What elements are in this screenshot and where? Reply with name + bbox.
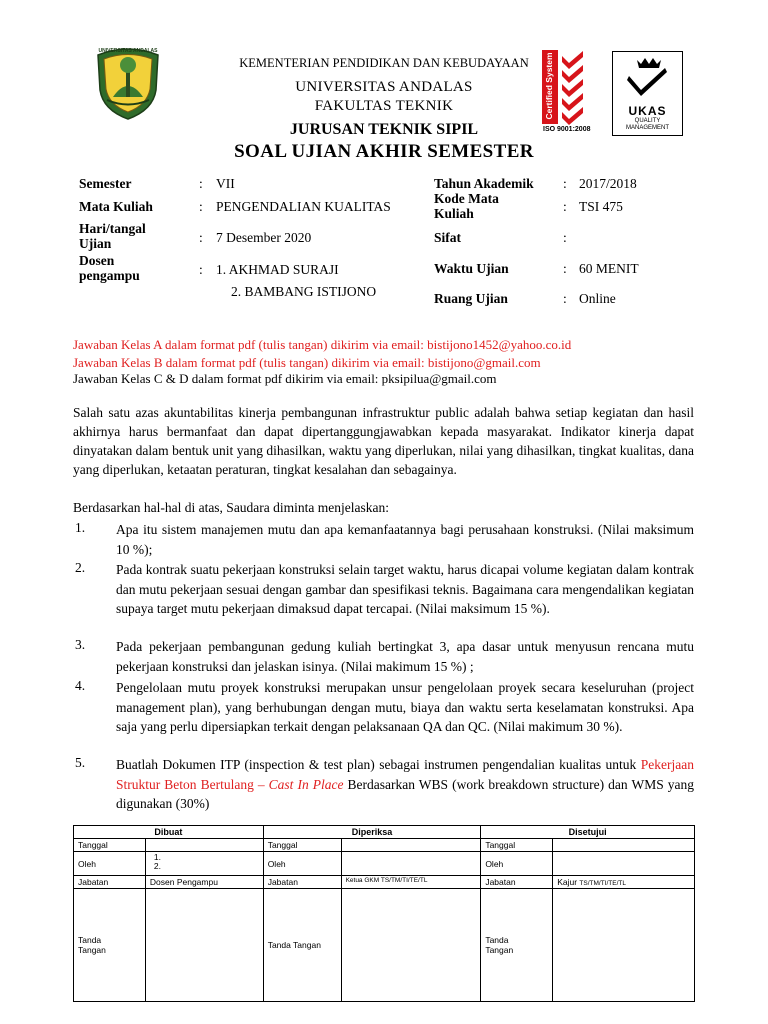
- row-oleh-label: Oleh: [74, 852, 146, 876]
- submission-note-cd: Jawaban Kelas C & D dalam format pdf dikirim via email: pksipilua@gmail.com: [73, 371, 497, 386]
- question-3: Pada pekerjaan pembangunan gedung kuliah bertingkat 3, apa dasar untuk menyusun rencana mutu pekerjaan konstruksi dan jelaskan isinya. (Nilai makimum 15 %) ;: [116, 639, 694, 674]
- value-kode-mk: TSI 475: [579, 199, 623, 214]
- ukas-label: UKAS: [628, 104, 667, 118]
- question-number: 3.: [75, 637, 86, 652]
- ukas-sub-management: MANAGEMENT: [625, 125, 669, 131]
- signature-box-disetujui[interactable]: [553, 889, 695, 1002]
- header-disetujui: Disetujui: [481, 826, 695, 839]
- university-logo-text: UNIVERSITAS ANDALAS: [98, 48, 158, 54]
- submission-note-a: Jawaban Kelas A dalam format pdf (tulis tangan) dikirim via email: bistijono1452@yahoo.co.id: [73, 337, 572, 352]
- row-jabatan-label: Jabatan: [481, 876, 553, 889]
- sep: :: [199, 176, 203, 191]
- cell-tanggal-dibuat[interactable]: [145, 839, 263, 852]
- certified-system-label: Certified System: [544, 52, 554, 120]
- value-dosen-1: 1. AKHMAD SURAJI: [216, 262, 339, 277]
- question-number: 5.: [75, 755, 86, 770]
- intro-paragraph: Salah satu azas akuntabilitas kinerja pembangunan infrastruktur public adalah bahwa setiap kegiatan dan hasil akhirnya harus bermanfaat dan dapat dipertanggungjawabkan kepada masyarakat. Indikator kinerja dapat dinyatakan dalam bentuk unit yang dihasilkan, waktu yang diperlukan, nilai yang dihasilkan, tingkat kualitas, dana yang diperlukan, ketaatan peraturan, tingkat kesalahan dan sebagainya.: [73, 405, 694, 477]
- sep: :: [199, 230, 203, 245]
- label-dosen: Dosen pengampu: [79, 253, 140, 283]
- value-waktu-ujian: 60 MENIT: [579, 261, 639, 276]
- jabatan-disetujui: [553, 876, 695, 889]
- sep: :: [199, 199, 203, 214]
- question-number: 4.: [75, 678, 86, 693]
- question-5-part-b: Berdasarkan WBS (work breakdown structure) dan WMS yang digunakan (30%): [116, 776, 694, 811]
- row-tanda-label: [74, 889, 146, 1002]
- label-kode-mk: Kode Mata Kuliah: [434, 191, 499, 221]
- oleh-item-2: 2.: [153, 861, 161, 871]
- signature-box-diperiksa[interactable]: [341, 889, 481, 1002]
- label-tahun-akademik: Tahun Akademik: [434, 176, 534, 191]
- value-ruang-ujian: Online: [579, 291, 616, 306]
- value-dosen-2: 2. BAMBANG ISTIJONO: [231, 284, 377, 299]
- row-oleh-label: Oleh: [263, 852, 341, 876]
- jabatan-disetujui-kajur: Kajur: [557, 877, 578, 887]
- cell-tanggal-disetujui[interactable]: [553, 839, 695, 852]
- value-semester: VII: [216, 176, 235, 191]
- department-heading: JURUSAN TEKNIK SIPIL: [289, 121, 479, 138]
- iso-label: ISO 9001:2008: [543, 126, 591, 133]
- row-tanda-label: [481, 889, 553, 1002]
- signature-box-dibuat[interactable]: [145, 889, 263, 1002]
- question-5-highlight-italic: Cast In Place: [268, 776, 344, 792]
- sep: :: [563, 199, 567, 214]
- cell-tanggal-diperiksa[interactable]: [341, 839, 481, 852]
- sep: :: [563, 230, 567, 245]
- row-tanda-label: Tanda Tangan: [263, 889, 341, 1002]
- value-tahun-akademik: 2017/2018: [579, 176, 637, 191]
- label-sifat: Sifat: [434, 230, 461, 245]
- question-2: Pada kontrak suatu pekerjaan konstruksi selain target waktu, harus dicapai volume kegiatan dalam kontrak dan mutu pekerjaan sesuai dengan gambar dan spesifikasi teknis. Bagaimana cara mengendalikan kegiatan supaya target mutu pekerjaan dimaksud dapat tercapai. (Nilai maksimum 15 %).: [116, 562, 694, 616]
- value-hari-tanggal: 7 Desember 2020: [216, 230, 312, 245]
- question-number: 1.: [75, 520, 86, 535]
- row-tanggal-label: Tanggal: [263, 839, 341, 852]
- label-mata-kuliah: Mata Kuliah: [79, 199, 153, 214]
- tanda-line2: Tangan: [78, 945, 106, 955]
- label-waktu-ujian: Waktu Ujian: [434, 261, 509, 276]
- tanda-line2: Tangan: [485, 945, 514, 955]
- exam-title: SOAL UJIAN AKHIR SEMESTER: [234, 141, 534, 162]
- question-5: [116, 755, 694, 814]
- sep: :: [563, 291, 567, 306]
- lead-sentence: Berdasarkan hal-hal di atas, Saudara diminta menjelaskan:: [73, 500, 390, 515]
- signature-table: [73, 825, 695, 1002]
- row-oleh-label: Oleh: [481, 852, 553, 876]
- question-5-part-a: Buatlah Dokumen ITP (inspection & test plan) sebagai instrumen pengendalian kualitas untuk: [116, 757, 641, 772]
- jabatan-disetujui-units: TS/TM/TI/TE/TL: [579, 880, 627, 887]
- university-heading: UNIVERSITAS ANDALAS: [295, 79, 473, 95]
- sep: :: [563, 176, 567, 191]
- header-diperiksa: Diperiksa: [263, 826, 481, 839]
- label-ruang-ujian: Ruang Ujian: [434, 291, 508, 306]
- sep: :: [199, 262, 203, 277]
- cell-oleh-disetujui[interactable]: [553, 852, 695, 876]
- cell-oleh-dibuat[interactable]: [145, 852, 263, 876]
- ukas-sub-quality: QUALITY: [634, 118, 661, 124]
- question-5-highlight: Pekerjaan Struktur Beton Bertulang –: [116, 757, 694, 792]
- question-4: Pengelolaan mutu proyek konstruksi merupakan unsur pengelolaan proyek secara keseluruhan (project management plan), yang berhubungan dengan mutu, biaya dan waktu serta keselamatan konstruksi. Apa saja yang perlu dipersiapkan terkait dengan pelaksanaan QA dan QC. (Nilai makimum 30 %).: [116, 680, 694, 734]
- tanda-line1: Tanda: [485, 935, 509, 945]
- oleh-item-1: 1.: [153, 852, 161, 862]
- row-jabatan-label: Jabatan: [74, 876, 146, 889]
- faculty-heading: FAKULTAS TEKNIK: [314, 98, 454, 114]
- ministry-heading: KEMENTERIAN PENDIDIKAN DAN KEBUDAYAAN: [239, 56, 529, 70]
- label-semester: Semester: [79, 176, 132, 191]
- question-number: 2.: [75, 560, 86, 575]
- header-dibuat: Dibuat: [74, 826, 264, 839]
- value-mata-kuliah: PENGENDALIAN KUALITAS: [216, 199, 391, 214]
- jabatan-diperiksa: Ketua GKM TS/TM/TI/TE/TL: [341, 876, 481, 889]
- jabatan-dibuat: Dosen Pengampu: [145, 876, 263, 889]
- label-hari-tanggal: Hari/tangal Ujian: [79, 221, 146, 251]
- question-1: Apa itu sistem manajemen mutu dan apa kemanfaatannya bagi perusahaan konstruksi. (Nilai maksimum 10 %);: [116, 522, 694, 557]
- row-tanggal-label: Tanggal: [74, 839, 146, 852]
- row-tanggal-label: Tanggal: [481, 839, 553, 852]
- sep: :: [563, 261, 567, 276]
- submission-note-b: Jawaban Kelas B dalam format pdf (tulis tangan) dikirim via email: bistijono@gmail.com: [73, 355, 541, 370]
- tanda-line1: Tanda: [78, 935, 102, 945]
- cell-oleh-diperiksa[interactable]: [341, 852, 481, 876]
- row-jabatan-label: Jabatan: [263, 876, 341, 889]
